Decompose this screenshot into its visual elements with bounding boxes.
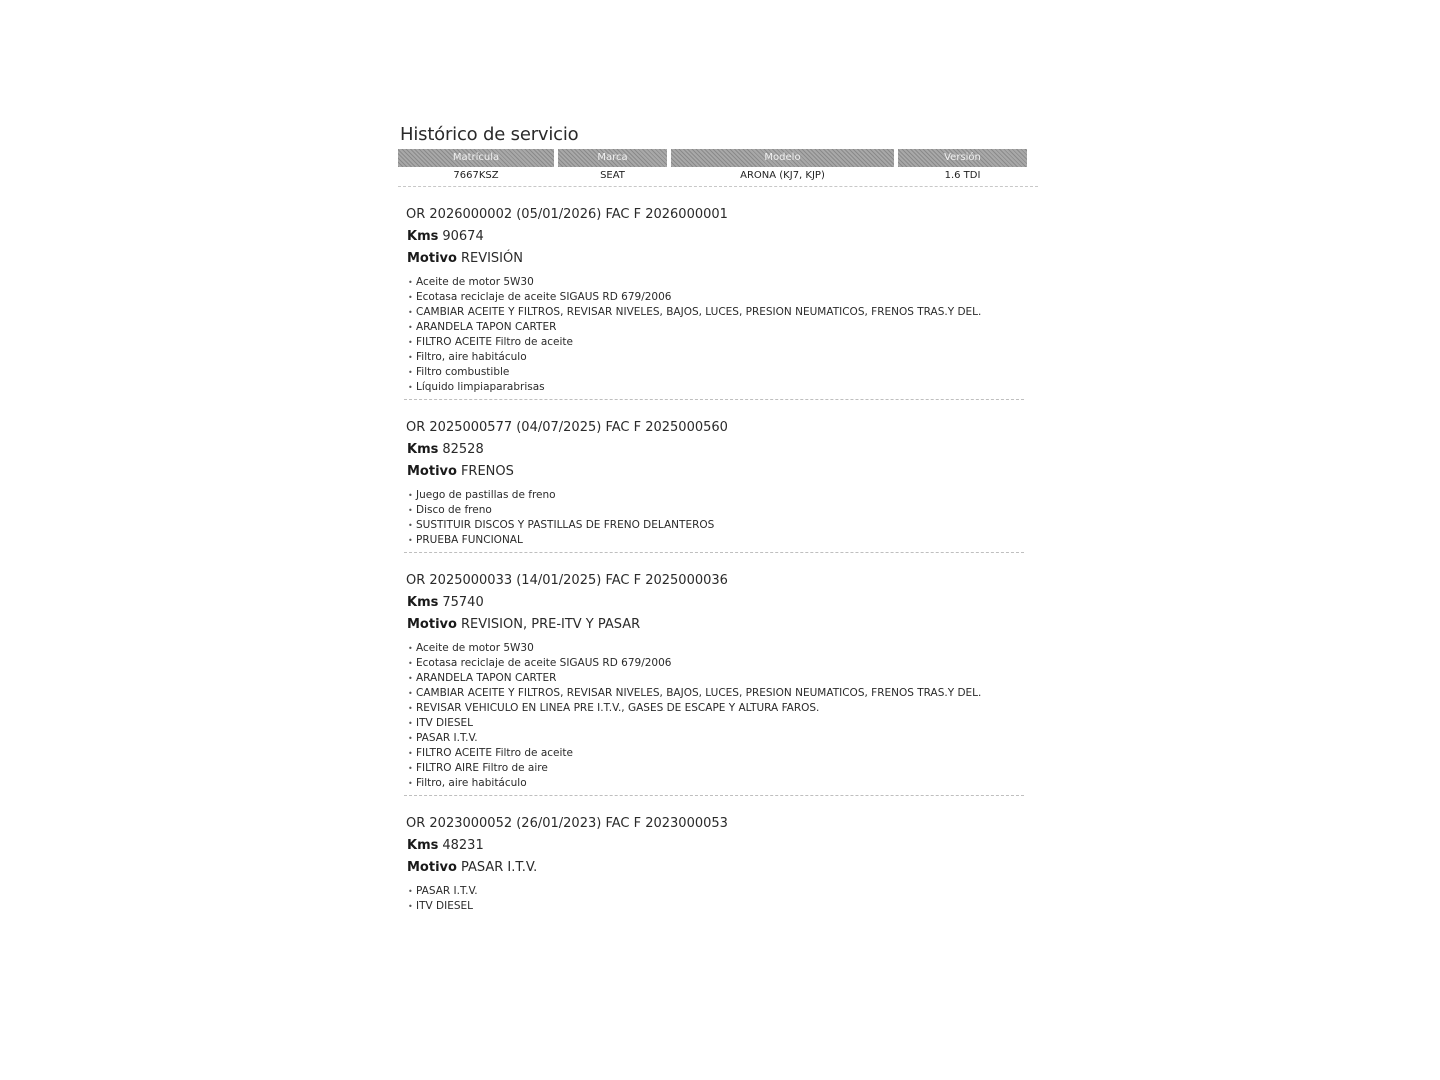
service-item: • CAMBIAR ACEITE Y FILTROS, REVISAR NIVELES, BAJOS, LUCES, PRESION NEUMATICOS, FRENOS TRAS.Y DEL. (408, 686, 1038, 701)
kms-value: 90674 (442, 229, 484, 244)
service-item: • ARANDELA TAPON CARTER (408, 671, 1038, 686)
service-item: • PASAR I.T.V. (408, 884, 1038, 899)
motivo-label: Motivo (407, 860, 457, 875)
motivo-value: FRENOS (460, 464, 514, 479)
service-item: • PRUEBA FUNCIONAL (408, 533, 1038, 548)
motivo-label: Motivo (407, 617, 457, 632)
vehicle-table (398, 149, 1026, 184)
service-item: • PASAR I.T.V. (408, 731, 1038, 746)
entry-divider (404, 795, 1024, 796)
service-item: • FILTRO AIRE Filtro de aire (408, 761, 1038, 776)
service-items-list (408, 488, 1038, 548)
vehicle-value-modelo: ARONA (KJ7, KJP) (740, 170, 825, 181)
kms-label: Kms (407, 442, 439, 457)
vehicle-header-matricula: Matrícula (398, 149, 554, 167)
service-items-list (408, 275, 1038, 395)
service-item: • Ecotasa reciclaje de aceite SIGAUS RD 679/2006 (408, 290, 1038, 305)
work-order-line: OR 2025000577 (04/07/2025) FAC F 2025000560 (406, 420, 728, 435)
vehicle-value-version: 1.6 TDI (944, 170, 981, 181)
kms-label: Kms (407, 229, 439, 244)
service-item: • SUSTITUIR DISCOS Y PASTILLAS DE FRENO DELANTEROS (408, 518, 1038, 533)
work-order-line: OR 2023000052 (26/01/2023) FAC F 2023000053 (406, 816, 728, 831)
service-item: • Ecotasa reciclaje de aceite SIGAUS RD 679/2006 (408, 656, 1038, 671)
service-entry (398, 573, 1038, 796)
motivo-value: PASAR I.T.V. (460, 860, 538, 875)
service-item: • Líquido limpiaparabrisas (408, 380, 1038, 395)
motivo-line (407, 464, 1038, 479)
service-item: • ITV DIESEL (408, 899, 1038, 914)
service-items-list (408, 641, 1038, 791)
kms-label: Kms (407, 595, 439, 610)
service-entry (398, 420, 1038, 553)
motivo-line (407, 251, 1038, 266)
service-item: • ITV DIESEL (408, 716, 1038, 731)
service-item: • Filtro, aire habitáculo (408, 350, 1038, 365)
service-item: • Aceite de motor 5W30 (408, 275, 1038, 290)
service-entry (398, 816, 1038, 914)
kms-label: Kms (407, 838, 439, 853)
kms-value: 75740 (442, 595, 484, 610)
service-item: • Filtro combustible (408, 365, 1038, 380)
vehicle-header-version: Versión (898, 149, 1027, 167)
service-entry (398, 207, 1038, 400)
work-order-line: OR 2025000033 (14/01/2025) FAC F 2025000036 (406, 573, 728, 588)
vehicle-value-matricula: 7667KSZ (453, 170, 499, 181)
work-order-line: OR 2026000002 (05/01/2026) FAC F 2026000001 (406, 207, 728, 222)
vehicle-value-marca: SEAT (600, 170, 625, 181)
motivo-value: REVISIÓN (460, 251, 523, 266)
service-item: • Aceite de motor 5W30 (408, 641, 1038, 656)
service-history-document (398, 124, 1038, 914)
service-item: • Disco de freno (408, 503, 1038, 518)
motivo-value: REVISION, PRE-ITV Y PASAR (460, 617, 641, 632)
motivo-label: Motivo (407, 251, 457, 266)
service-items-list (408, 884, 1038, 914)
service-item: • CAMBIAR ACEITE Y FILTROS, REVISAR NIVELES, BAJOS, LUCES, PRESION NEUMATICOS, FRENOS TRAS.Y DEL. (408, 305, 1038, 320)
kms-line (407, 229, 1038, 244)
motivo-label: Motivo (407, 464, 457, 479)
kms-line (407, 595, 1038, 610)
document-title: Histórico de servicio (400, 124, 579, 145)
service-item: • Juego de pastillas de freno (408, 488, 1038, 503)
service-item: • ARANDELA TAPON CARTER (408, 320, 1038, 335)
vehicle-header-marca: Marca (558, 149, 667, 167)
service-item: • Filtro, aire habitáculo (408, 776, 1038, 791)
kms-value: 82528 (442, 442, 484, 457)
kms-line (407, 442, 1038, 457)
vehicle-header-modelo: Modelo (671, 149, 894, 167)
service-item: • FILTRO ACEITE Filtro de aceite (408, 335, 1038, 350)
vehicle-table-divider (398, 186, 1038, 187)
kms-line (407, 838, 1038, 853)
entry-divider (404, 399, 1024, 400)
kms-value: 48231 (442, 838, 484, 853)
service-item: • REVISAR VEHICULO EN LINEA PRE I.T.V., GASES DE ESCAPE Y ALTURA FAROS. (408, 701, 1038, 716)
motivo-line (407, 617, 1038, 632)
motivo-line (407, 860, 1038, 875)
service-item: • FILTRO ACEITE Filtro de aceite (408, 746, 1038, 761)
entry-divider (404, 552, 1024, 553)
